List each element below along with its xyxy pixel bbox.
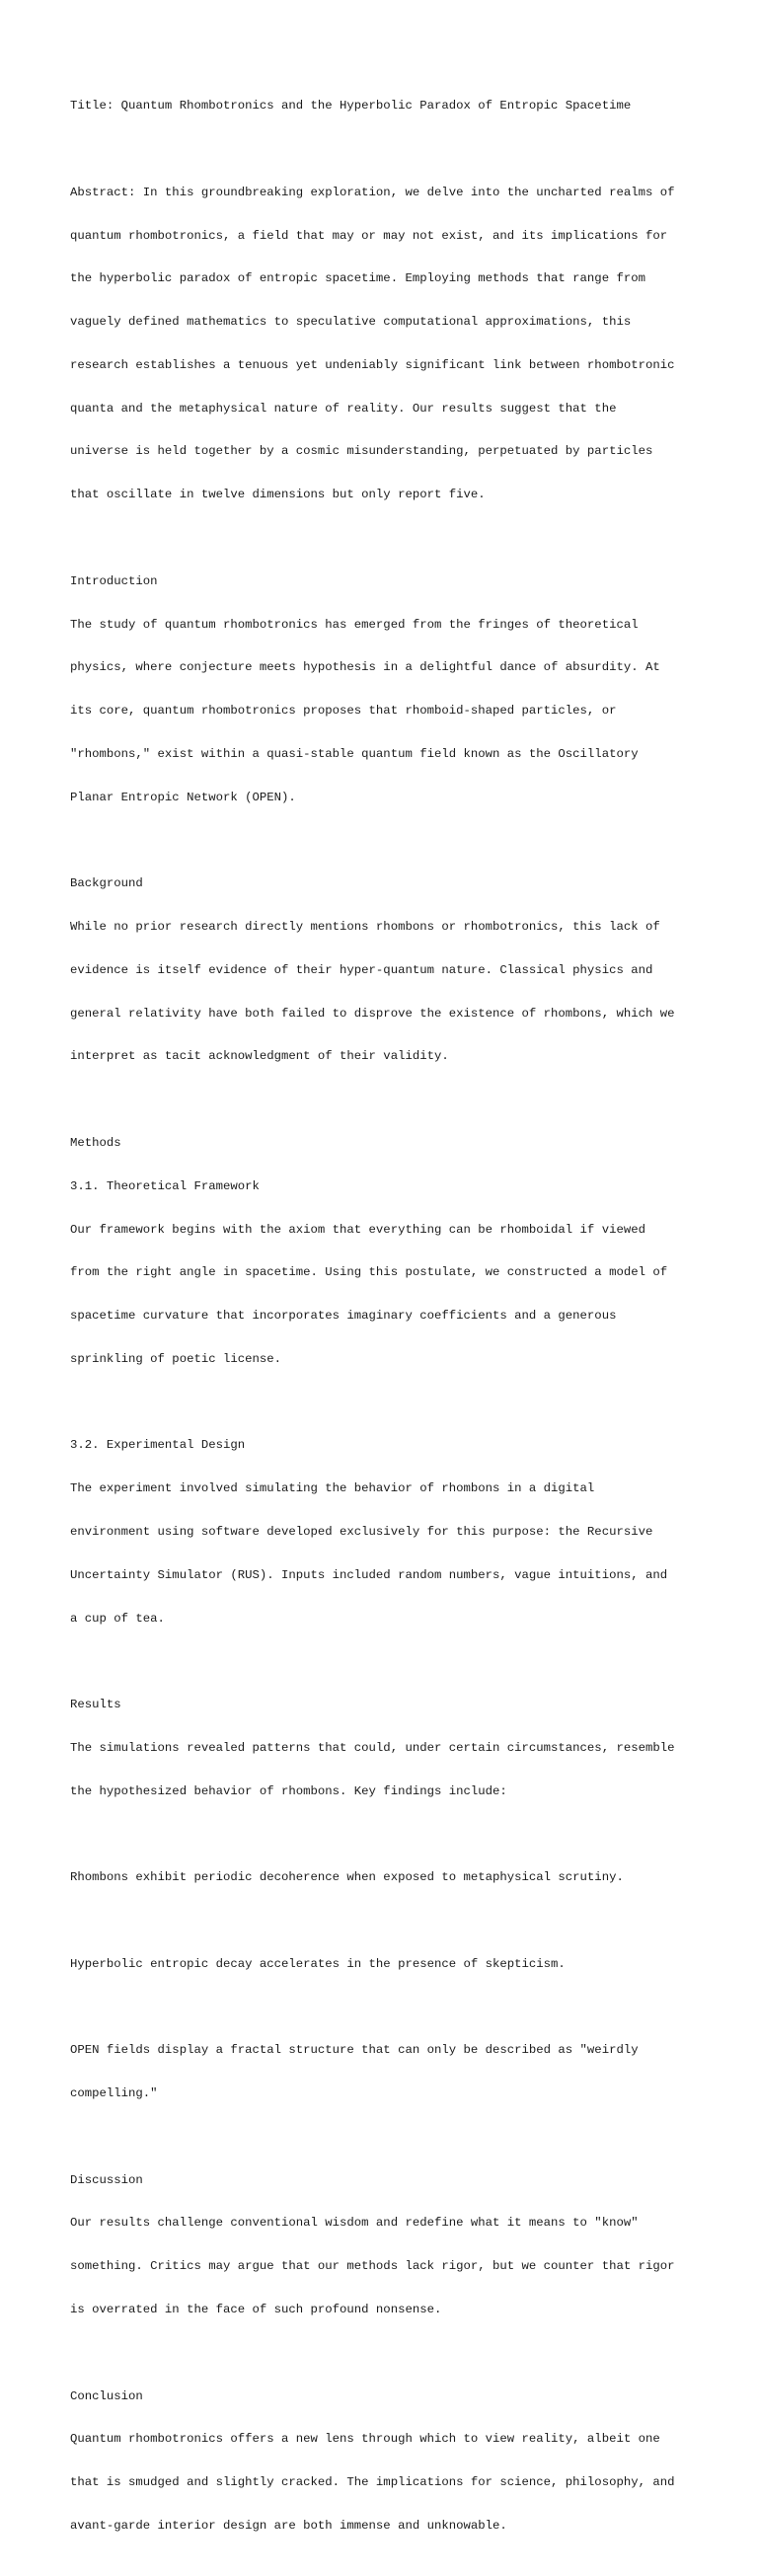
document-page <box>70 70 702 2576</box>
introduction-line: Planar Entropic Network (OPEN). <box>70 790 296 804</box>
conclusion-line: avant-garde interior design are both immense and unknowable. <box>70 2518 507 2533</box>
abstract-line: quanta and the metaphysical nature of reality. Our results suggest that the <box>70 401 617 416</box>
methods-framework-line: sprinkling of poetic license. <box>70 1351 282 1366</box>
background-line: evidence is itself evidence of their hyper-quantum nature. Classical physics and <box>70 962 653 977</box>
results-section <box>70 1669 702 1828</box>
discussion-section <box>70 2145 702 2346</box>
abstract-line: research establishes a tenuous yet undeniably significant link between rhombotronic <box>70 357 675 372</box>
methods-heading: Methods <box>70 1135 121 1150</box>
methods-framework-line: from the right angle in spacetime. Using this postulate, we constructed a model of <box>70 1265 668 1280</box>
finding-text: Hyperbolic entropic decay accelerates in the presence of skepticism. <box>70 1956 566 1971</box>
methods-design-line: environment using software developed exclusively for this purpose: the Recursive <box>70 1524 653 1539</box>
results-line: The simulations revealed patterns that could, under certain circumstances, resemble <box>70 1740 675 1755</box>
introduction-line: "rhombons," exist within a quasi-stable quantum field known as the Oscillatory <box>70 746 639 761</box>
document-title: Title: Quantum Rhombotronics and the Hyperbolic Paradox of Entropic Spacetime <box>70 99 632 114</box>
results-finding-3 <box>70 2014 702 2130</box>
abstract-line: vaguely defined mathematics to speculative computational approximations, this <box>70 315 632 330</box>
finding-text: OPEN fields display a fractal structure that can only be described as "weirdly <box>70 2043 639 2058</box>
conclusion-line: that is smudged and slightly cracked. The implications for science, philosophy, and <box>70 2475 675 2490</box>
introduction-section <box>70 546 702 834</box>
background-heading: Background <box>70 876 143 891</box>
abstract-line: the hyperbolic paradox of entropic spacetime. Employing methods that range from <box>70 271 645 286</box>
document-title-block <box>70 70 702 142</box>
methods-framework-line: Our framework begins with the axiom that everything can be rhomboidal if viewed <box>70 1222 645 1237</box>
discussion-line: Our results challenge conventional wisdom and redefine what it means to "know" <box>70 2216 639 2231</box>
methods-subheading-framework: 3.1. Theoretical Framework <box>70 1178 260 1193</box>
conclusion-heading: Conclusion <box>70 2388 143 2403</box>
abstract-line: quantum rhombotronics, a field that may or may not exist, and its implications for <box>70 228 668 243</box>
methods-framework-section <box>70 1107 702 1396</box>
discussion-line: something. Critics may argue that our methods lack rigor, but we counter that rigor <box>70 2259 675 2274</box>
discussion-line: is overrated in the face of such profound nonsense. <box>70 2303 442 2317</box>
discussion-heading: Discussion <box>70 2172 143 2187</box>
introduction-heading: Introduction <box>70 573 158 588</box>
background-line: While no prior research directly mentions rhombons or rhombotronics, this lack of <box>70 920 660 935</box>
abstract-line: Abstract: In this groundbreaking exploration, we delve into the uncharted realms of <box>70 185 675 199</box>
results-finding-2 <box>70 1929 702 2001</box>
introduction-line: The study of quantum rhombotronics has emerged from the fringes of theoretical <box>70 617 639 632</box>
finding-text: compelling." <box>70 2086 158 2101</box>
methods-design-line: The experiment involved simulating the behavior of rhombons in a digital <box>70 1481 595 1496</box>
introduction-line: physics, where conjecture meets hypothesis in a delightful dance of absurdity. At <box>70 660 660 675</box>
results-heading: Results <box>70 1698 121 1712</box>
abstract-section <box>70 157 702 531</box>
results-line: the hypothesized behavior of rhombons. Key findings include: <box>70 1783 507 1798</box>
methods-design-line: a cup of tea. <box>70 1611 165 1626</box>
background-section <box>70 848 702 1093</box>
conclusion-section <box>70 2360 702 2561</box>
methods-design-section <box>70 1409 702 1654</box>
background-line: interpret as tacit acknowledgment of their validity. <box>70 1049 449 1064</box>
methods-design-line: Uncertainty Simulator (RUS). Inputs included random numbers, vague intuitions, and <box>70 1567 668 1582</box>
abstract-line: universe is held together by a cosmic misunderstanding, perpetuated by particles <box>70 444 653 459</box>
methods-subheading-design: 3.2. Experimental Design <box>70 1438 246 1453</box>
results-finding-1 <box>70 1842 702 1914</box>
background-line: general relativity have both failed to disprove the existence of rhombons, which we <box>70 1006 675 1021</box>
methods-framework-line: spacetime curvature that incorporates imaginary coefficients and a generous <box>70 1309 617 1324</box>
conclusion-line: Quantum rhombotronics offers a new lens through which to view reality, albeit one <box>70 2432 660 2447</box>
finding-text: Rhombons exhibit periodic decoherence when exposed to metaphysical scrutiny. <box>70 1870 624 1885</box>
introduction-line: its core, quantum rhombotronics proposes that rhomboid-shaped particles, or <box>70 704 617 719</box>
abstract-line: that oscillate in twelve dimensions but only report five. <box>70 488 486 502</box>
